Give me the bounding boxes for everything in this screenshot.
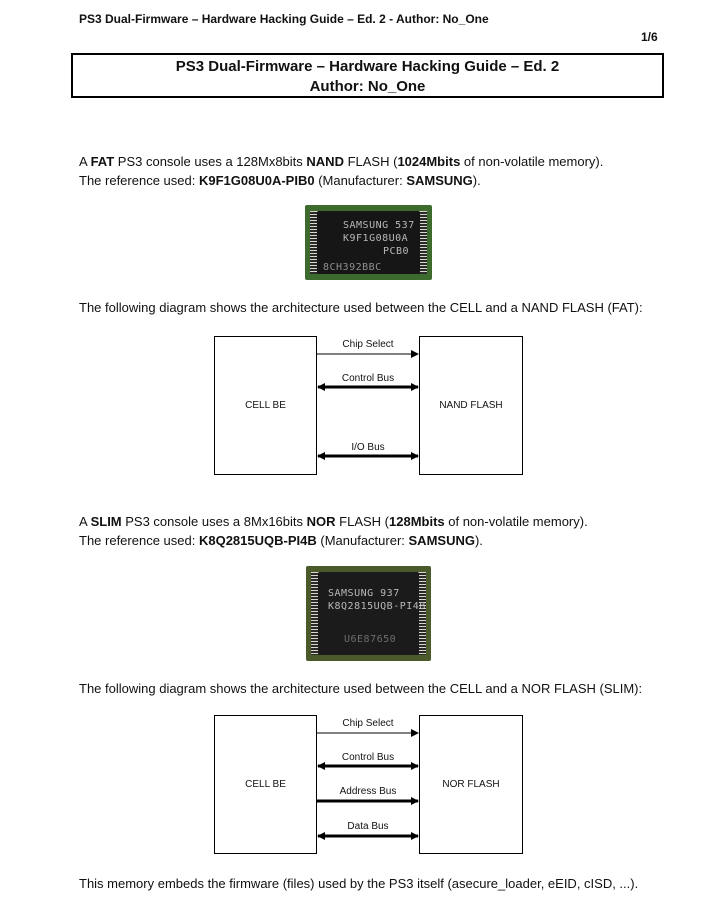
fat-cell-be-label: CELL BE [245, 400, 286, 411]
slim-bus-arrows [317, 719, 419, 849]
document-title: PS3 Dual-Firmware – Hardware Hacking Guide – Ed. 2 [175, 58, 560, 75]
nand-chip-photo: SAMSUNG 537 K9F1G08U0A PCB0 8CH392BBC [305, 205, 432, 280]
fat-diagram-intro: The following diagram shows the architecture used between the CELL and a NAND FLASH (FAT): [79, 300, 643, 315]
slim-paragraph-line1: A SLIM PS3 console uses a 8Mx16bits NOR FLASH (128Mbits of non-volatile memory). [79, 514, 588, 529]
slim-diagram-intro: The following diagram shows the architecture used between the CELL and a NOR FLASH (SLIM): [79, 681, 643, 696]
fat-cell-be-box [214, 336, 317, 475]
running-header: PS3 Dual-Firmware – Hardware Hacking Guide – Ed. 2 - Author: No_One [79, 12, 489, 26]
nor-chip-photo: SAMSUNG 937 K8Q2815UQB-PI4B U6E87650 [306, 566, 431, 661]
slim-cell-be-box [214, 715, 317, 854]
memory-description: This memory embeds the firmware (files) used by the PS3 itself (asecure_loader, eEID, cISD, ...). [79, 876, 639, 891]
document-author: Author: No_One [309, 78, 426, 95]
fat-paragraph-line1: A FAT PS3 console uses a 128Mx8bits NAND FLASH (1024Mbits of non-volatile memory). [79, 154, 604, 169]
slim-paragraph-line2: The reference used: K8Q2815UQB-PI4B (Manufacturer: SAMSUNG). [79, 533, 483, 548]
fat-bus-arrows [317, 340, 419, 470]
fat-io-bus-label: I/O Bus [351, 442, 385, 453]
slim-address-bus-label: Address Bus [339, 786, 397, 797]
slim-data-bus-label: Data Bus [347, 821, 389, 832]
slim-nor-flash-box [419, 715, 523, 854]
slim-cell-be-label: CELL BE [245, 779, 286, 790]
slim-nor-flash-label: NOR FLASH [442, 779, 500, 790]
fat-nand-flash-label: NAND FLASH [439, 400, 503, 411]
title-box [71, 53, 664, 98]
fat-nand-flash-box [419, 336, 523, 475]
fat-paragraph-line2: The reference used: K9F1G08U0A-PIB0 (Manufacturer: SAMSUNG). [79, 173, 481, 188]
slim-chip-select-label: Chip Select [342, 718, 394, 729]
page-number: 1/6 [641, 30, 658, 44]
fat-control-bus-label: Control Bus [341, 373, 395, 384]
fat-chip-select-label: Chip Select [342, 339, 394, 350]
slim-control-bus-label: Control Bus [341, 752, 395, 763]
